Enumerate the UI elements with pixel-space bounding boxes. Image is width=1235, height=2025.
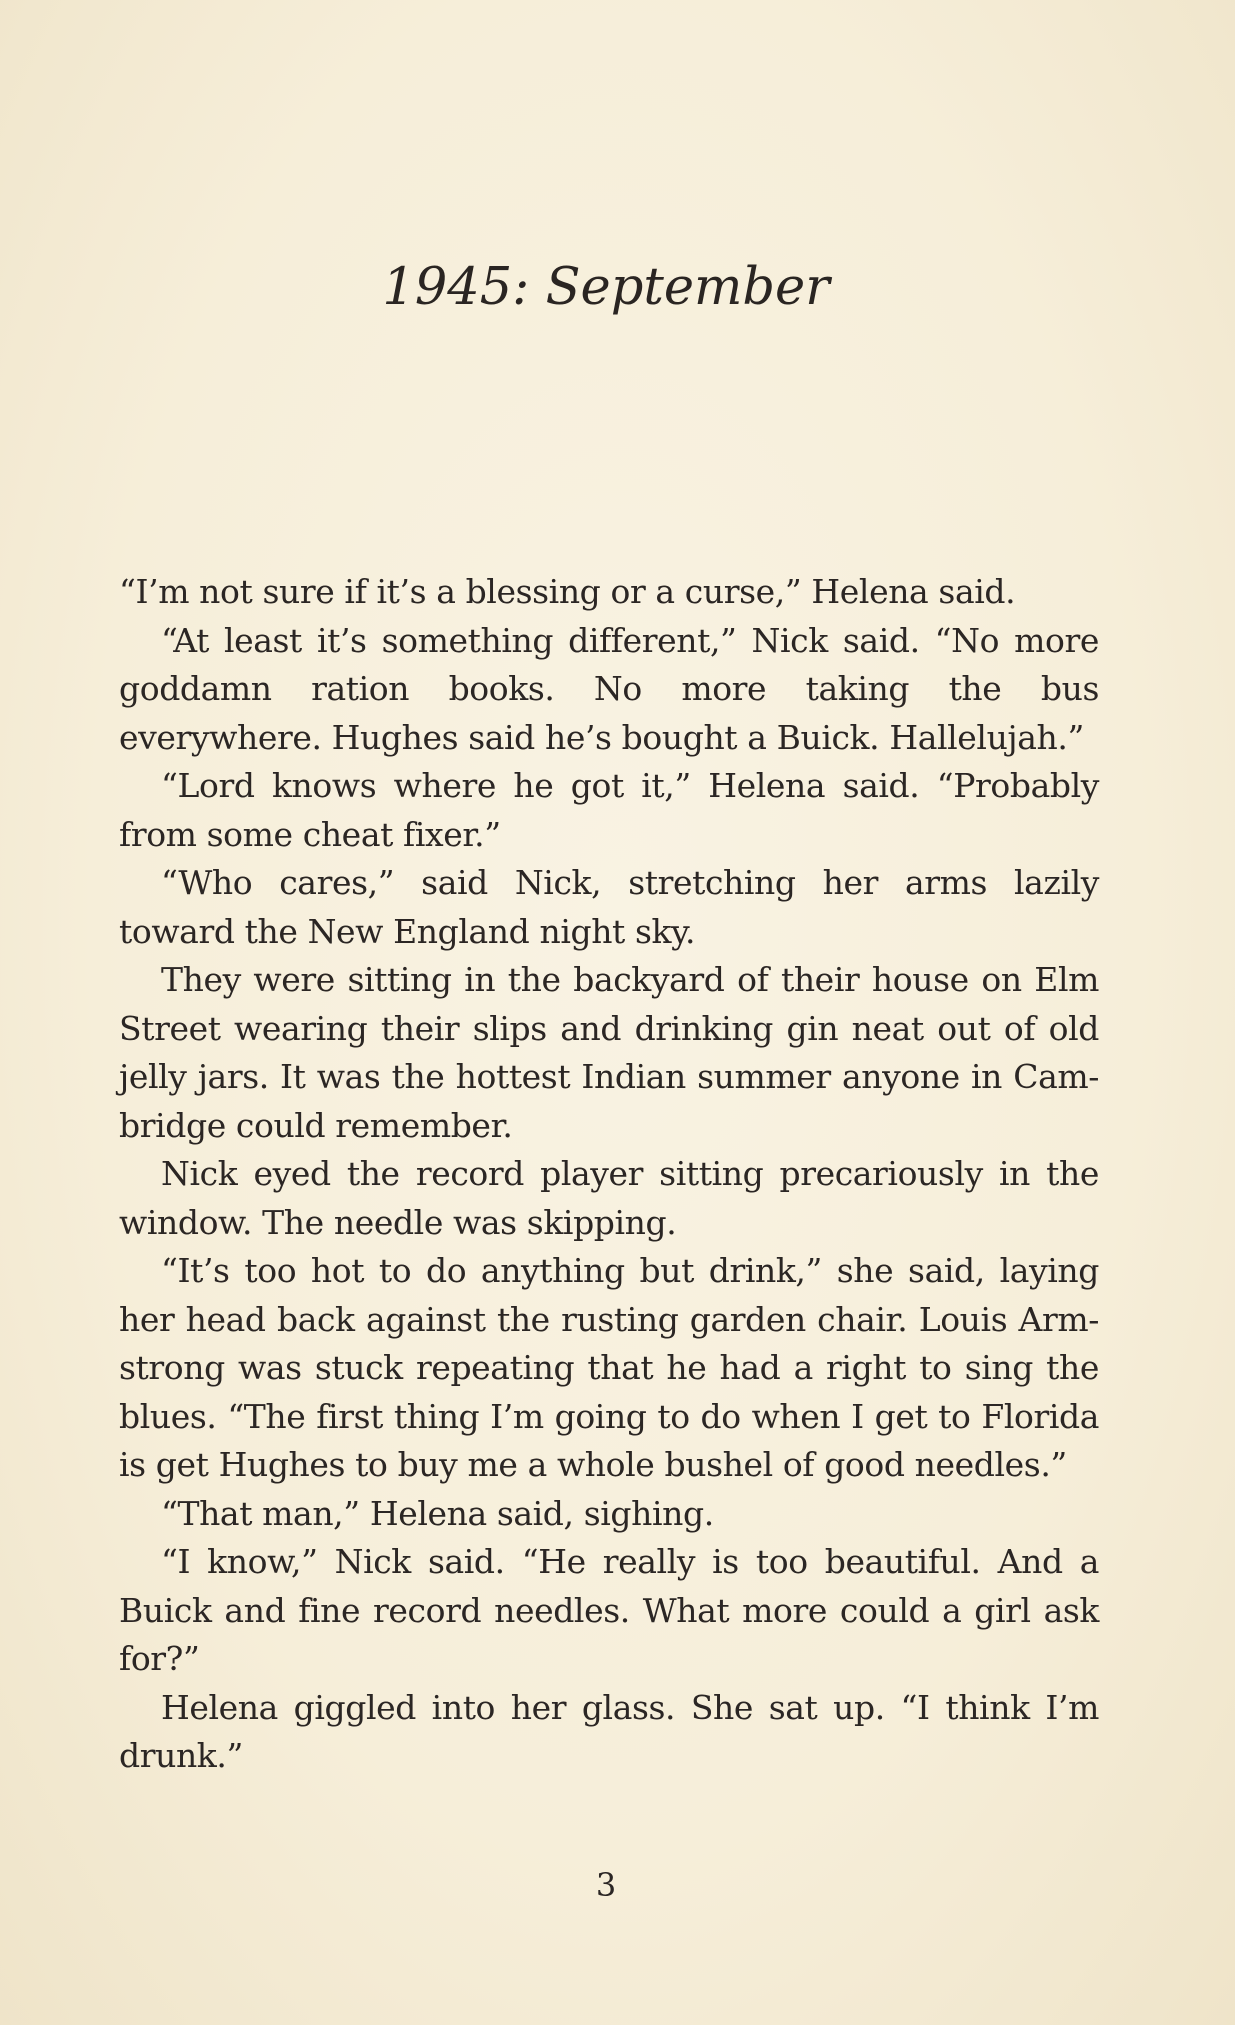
paragraph: They were sitting in the backyard of their house on Elm Street wearing their slips and drinking gin neat out of old jelly jars. It was the hottest Indian summer anyone in Cam-bridge could remember. [119,960,1099,1145]
paragraph: Helena giggled into her glass. She sat up. “I think I’m drunk.” [119,1687,1099,1775]
paragraph: “It’s too hot to do anything but drink,” she said, laying her head back against the rusting garden chair. Louis Arm-strong was stuck repeating that he had a right to sing the blues. “The first thing I’m going to do when I get to Florida is get Hughes to buy me a whole bushel of good needles.” [119,1251,1099,1484]
chapter-title: 1945: September [382,258,830,317]
page-number: 3 [595,1866,617,1904]
body-text [119,568,1099,1781]
paragraph: “Who cares,” said Nick, stretching her arms lazily toward the New England night sky. [119,863,1099,951]
paragraph: “Lord knows where he got it,” Helena said. “Probably from some cheat fixer.” [119,766,1099,854]
paragraph: Nick eyed the record player sitting precariously in the window. The needle was skipping. [119,1154,1099,1242]
paragraph: “I know,” Nick said. “He really is too beautiful. And a Buick and fine record needles. What more could a girl ask for?” [119,1542,1099,1678]
paragraph: “At least it’s something different,” Nick said. “No more goddamn ration books. No more taking the bus everywhere. Hughes said he’s bought a Buick. Hallelujah.” [119,620,1099,757]
paragraph: “I’m not sure if it’s a blessing or a curse,” Helena said. [119,572,1016,611]
paragraph: “That man,” Helena said, sighing. [161,1493,714,1533]
